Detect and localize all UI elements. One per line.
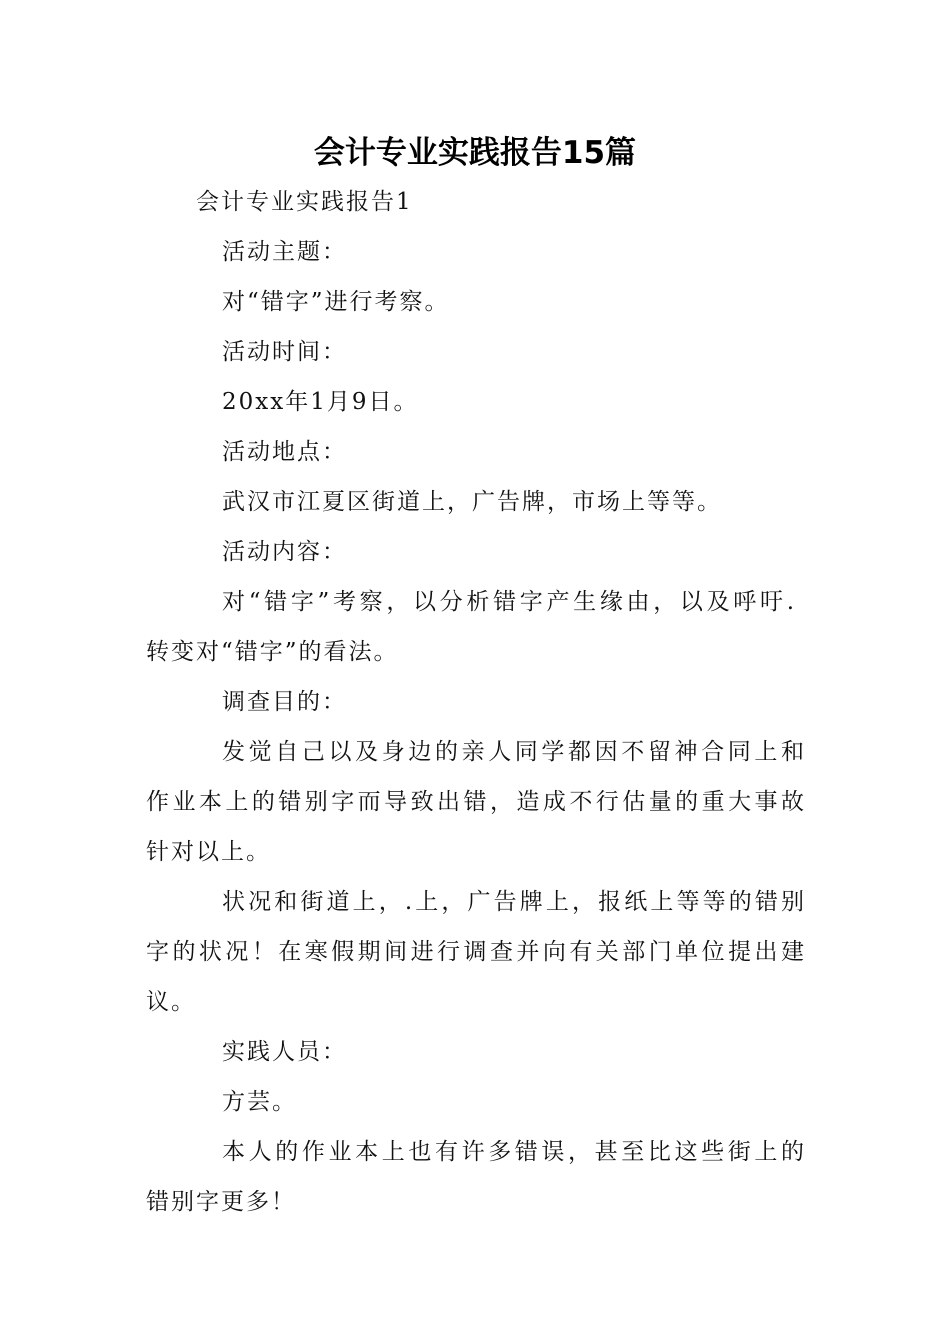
paragraph-line: 字的状况！在寒假期间进行调查并向有关部门单位提出建 [146, 939, 804, 965]
paragraph-line: 调查目的： [222, 689, 347, 715]
paragraph-line: 作业本上的错别字而导致出错，造成不行估量的重大事故 [146, 789, 804, 815]
paragraph-line: 活动内容： [222, 539, 347, 565]
paragraph-line: 错别字更多！ [146, 1189, 296, 1215]
paragraph-line: 实践人员： [222, 1039, 347, 1065]
paragraph-line: 状况和街道上，.上，广告牌上，报纸上等等的错别 [222, 889, 804, 915]
paragraph-line: 对“错字”进行考察。 [222, 289, 450, 315]
paragraph-line: 对“错字”考察，以分析错字产生缘由，以及呼吁. [222, 589, 794, 615]
paragraph-line: 议。 [146, 989, 196, 1015]
paragraph-line: 方芸。 [222, 1089, 297, 1115]
document-title: 会计专业实践报告15篇 [313, 135, 637, 171]
paragraph-line: 活动时间： [222, 339, 347, 365]
report-subtitle: 会计专业实践报告1 [196, 189, 413, 215]
paragraph-line: 本人的作业本上也有许多错误，甚至比这些街上的 [222, 1139, 804, 1165]
paragraph-line: 发觉自己以及身边的亲人同学都因不留神合同上和 [222, 739, 804, 765]
paragraph-line: 武汉市江夏区街道上，广告牌，市场上等等。 [222, 489, 722, 515]
paragraph-line: 针对以上。 [146, 839, 271, 865]
paragraph-line: 20xx年1月9日。 [222, 389, 419, 415]
paragraph-line: 转变对“错字”的看法。 [146, 639, 399, 665]
paragraph-line: 活动主题： [222, 239, 347, 265]
paragraph-line: 活动地点： [222, 439, 347, 465]
